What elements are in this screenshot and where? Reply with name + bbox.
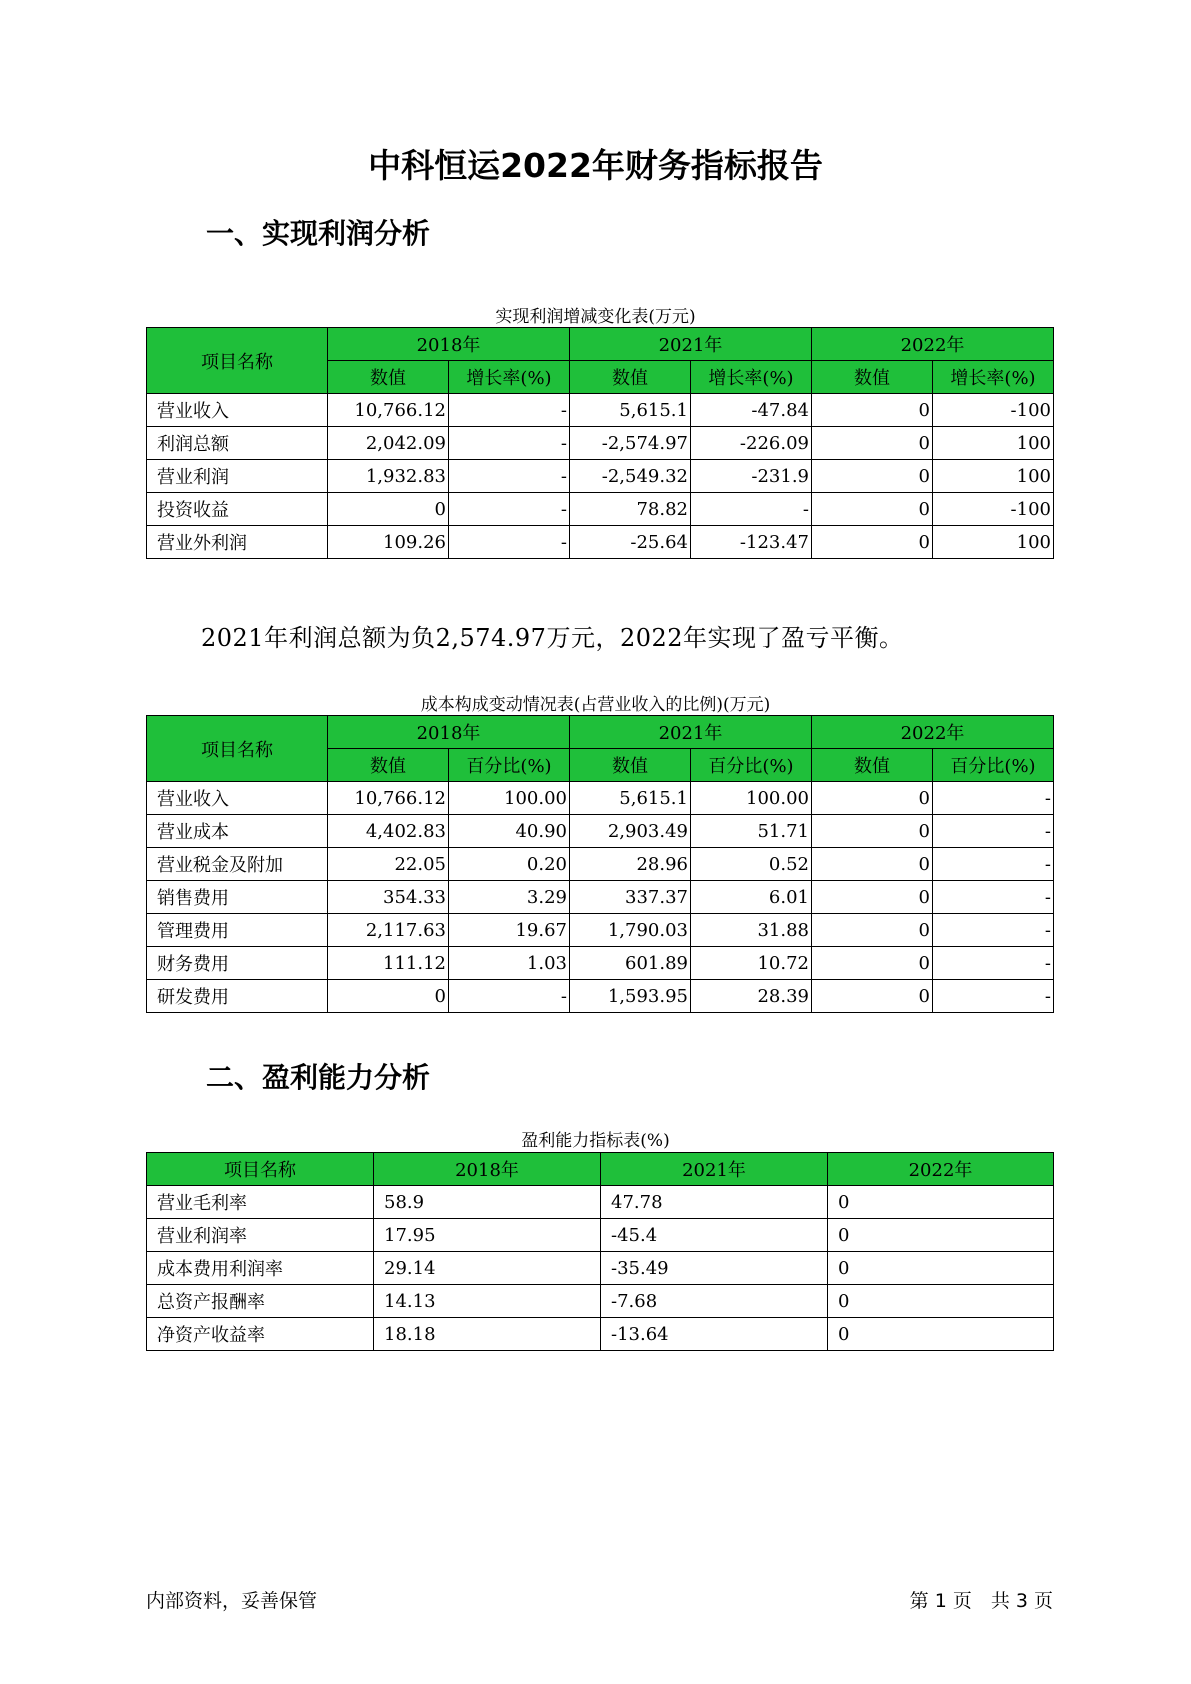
- table-cell: -25.64: [570, 526, 691, 559]
- table-row: [147, 460, 1054, 493]
- table-cell: -35.49: [601, 1252, 828, 1285]
- table-cell: 2,042.09: [328, 427, 449, 460]
- row-label: 销售费用: [147, 881, 328, 914]
- table-cell: 100: [933, 460, 1054, 493]
- table2-year-header: 2021年: [570, 716, 812, 749]
- table1-body: [147, 394, 1054, 559]
- table-cell: 111.12: [328, 947, 449, 980]
- table-cell: 47.78: [601, 1186, 828, 1219]
- table2-body: [147, 782, 1054, 1013]
- table-cell: 22.05: [328, 848, 449, 881]
- table3-header: 项目名称: [147, 1153, 374, 1186]
- table3-body: [147, 1186, 1054, 1351]
- table1-sub-header: 数值: [812, 361, 933, 394]
- table-cell: 0: [828, 1285, 1054, 1318]
- table-cell: 40.90: [449, 815, 570, 848]
- footer-page-number: 第 1 页 共 3 页: [909, 1590, 1053, 1612]
- table-cell: 0.52: [691, 848, 812, 881]
- table-cell: 18.18: [374, 1318, 601, 1351]
- table-cell: 19.67: [449, 914, 570, 947]
- table2-sub-header: 百分比(%): [691, 749, 812, 782]
- table-row: [147, 980, 1054, 1013]
- table-cell: 10.72: [691, 947, 812, 980]
- table-cell: 17.95: [374, 1219, 601, 1252]
- table2-sub-header: 数值: [570, 749, 691, 782]
- table-row: [147, 1285, 1054, 1318]
- table2-year-header: 2018年: [328, 716, 570, 749]
- table-cell: 78.82: [570, 493, 691, 526]
- table-cell: 2,903.49: [570, 815, 691, 848]
- table-cell: -: [449, 493, 570, 526]
- table-cell: -: [691, 493, 812, 526]
- table-cell: -: [933, 848, 1054, 881]
- table-cell: 14.13: [374, 1285, 601, 1318]
- table-row: [147, 526, 1054, 559]
- row-label: 营业外利润: [147, 526, 328, 559]
- table-cell: -: [449, 526, 570, 559]
- table-cell: 0.20: [449, 848, 570, 881]
- table-cell: 5,615.1: [570, 394, 691, 427]
- row-label: 研发费用: [147, 980, 328, 1013]
- table-cell: 0: [812, 881, 933, 914]
- table-cell: 100.00: [449, 782, 570, 815]
- table-cell: 0: [812, 914, 933, 947]
- table2-sub-header: 百分比(%): [449, 749, 570, 782]
- table1-sub-header: 增长率(%): [449, 361, 570, 394]
- table-cell: 337.37: [570, 881, 691, 914]
- footer-confidential: 内部资料，妥善保管: [146, 1590, 318, 1612]
- table-cell: 1,790.03: [570, 914, 691, 947]
- section-heading-profit: 一、实现利润分析: [206, 217, 431, 250]
- table-cell: 10,766.12: [328, 394, 449, 427]
- row-label: 管理费用: [147, 914, 328, 947]
- table-row: [147, 914, 1054, 947]
- table-cell: 354.33: [328, 881, 449, 914]
- table-row: [147, 1219, 1054, 1252]
- table-cell: 0: [812, 493, 933, 526]
- table1-year-header: 2021年: [570, 328, 812, 361]
- table-cell: 100: [933, 427, 1054, 460]
- table-cell: -226.09: [691, 427, 812, 460]
- table2-year-header: 2022年: [812, 716, 1054, 749]
- table-cell: -7.68: [601, 1285, 828, 1318]
- table-row: [147, 782, 1054, 815]
- cost-structure-table: [146, 715, 1054, 1013]
- table-cell: 0: [812, 980, 933, 1013]
- table-cell: 100.00: [691, 782, 812, 815]
- table1-sub-header: 增长率(%): [691, 361, 812, 394]
- table-cell: -: [933, 980, 1054, 1013]
- row-label: 总资产报酬率: [147, 1285, 374, 1318]
- table2-sub-header: 数值: [328, 749, 449, 782]
- table-cell: -: [449, 460, 570, 493]
- table-cell: 109.26: [328, 526, 449, 559]
- table-cell: 0: [812, 394, 933, 427]
- table2-sub-header: 数值: [812, 749, 933, 782]
- table-cell: 1,593.95: [570, 980, 691, 1013]
- table-row: [147, 1252, 1054, 1285]
- table-cell: -: [933, 881, 1054, 914]
- page-title: 中科恒运2022年财务指标报告: [368, 146, 823, 185]
- table-cell: -: [449, 427, 570, 460]
- row-label: 营业利润: [147, 460, 328, 493]
- profitability-table: [146, 1152, 1054, 1351]
- table-cell: 6.01: [691, 881, 812, 914]
- table1-sub-header: 数值: [328, 361, 449, 394]
- table-cell: 0: [812, 815, 933, 848]
- table-cell: 0: [828, 1318, 1054, 1351]
- table-cell: -100: [933, 394, 1054, 427]
- table2-name-header: 项目名称: [147, 716, 328, 782]
- table2-caption: 成本构成变动情况表(占营业收入的比例)(万元): [420, 695, 771, 715]
- table3-header: 2018年: [374, 1153, 601, 1186]
- table-cell: -47.84: [691, 394, 812, 427]
- table-cell: -100: [933, 493, 1054, 526]
- row-label: 财务费用: [147, 947, 328, 980]
- table1-name-header: 项目名称: [147, 328, 328, 394]
- row-label: 成本费用利润率: [147, 1252, 374, 1285]
- table-cell: -13.64: [601, 1318, 828, 1351]
- table-row: [147, 881, 1054, 914]
- row-label: 营业税金及附加: [147, 848, 328, 881]
- row-label: 营业毛利率: [147, 1186, 374, 1219]
- table-row: [147, 1186, 1054, 1219]
- table1-year-header: 2022年: [812, 328, 1054, 361]
- table3-header: 2022年: [828, 1153, 1054, 1186]
- table1-sub-header: 数值: [570, 361, 691, 394]
- table-cell: 601.89: [570, 947, 691, 980]
- table2-sub-header: 百分比(%): [933, 749, 1054, 782]
- table-cell: 28.39: [691, 980, 812, 1013]
- row-label: 投资收益: [147, 493, 328, 526]
- table-row: [147, 1318, 1054, 1351]
- table-cell: 0: [812, 460, 933, 493]
- table-cell: 51.71: [691, 815, 812, 848]
- table-cell: 0: [812, 848, 933, 881]
- table-row: [147, 815, 1054, 848]
- table-cell: 2,117.63: [328, 914, 449, 947]
- table-cell: 3.29: [449, 881, 570, 914]
- table-cell: 0: [828, 1186, 1054, 1219]
- profit-change-table: [146, 327, 1054, 559]
- table-cell: 1,932.83: [328, 460, 449, 493]
- table1-caption: 实现利润增减变化表(万元): [495, 307, 696, 327]
- table-row: [147, 947, 1054, 980]
- table-cell: -231.9: [691, 460, 812, 493]
- table-cell: 5,615.1: [570, 782, 691, 815]
- table-cell: -45.4: [601, 1219, 828, 1252]
- table-cell: 28.96: [570, 848, 691, 881]
- table-row: [147, 427, 1054, 460]
- table3-header: 2021年: [601, 1153, 828, 1186]
- table-cell: -: [933, 914, 1054, 947]
- section-heading-profitability: 二、盈利能力分析: [206, 1061, 431, 1094]
- table1-year-header: 2018年: [328, 328, 570, 361]
- table-cell: -: [449, 980, 570, 1013]
- table-cell: 0: [812, 526, 933, 559]
- table-cell: -: [933, 947, 1054, 980]
- table-cell: 10,766.12: [328, 782, 449, 815]
- table-cell: -2,574.97: [570, 427, 691, 460]
- table-cell: 100: [933, 526, 1054, 559]
- table-row: [147, 493, 1054, 526]
- table-cell: 31.88: [691, 914, 812, 947]
- table-cell: 58.9: [374, 1186, 601, 1219]
- table-row: [147, 394, 1054, 427]
- table1-sub-header: 增长率(%): [933, 361, 1054, 394]
- table-cell: -2,549.32: [570, 460, 691, 493]
- row-label: 营业收入: [147, 394, 328, 427]
- table-row: [147, 848, 1054, 881]
- row-label: 利润总额: [147, 427, 328, 460]
- table-cell: 0: [812, 782, 933, 815]
- table-cell: -: [933, 782, 1054, 815]
- row-label: 营业成本: [147, 815, 328, 848]
- table-cell: -: [933, 815, 1054, 848]
- row-label: 净资产收益率: [147, 1318, 374, 1351]
- table-cell: 0: [828, 1252, 1054, 1285]
- table-cell: 0: [812, 427, 933, 460]
- table-cell: 0: [328, 980, 449, 1013]
- table-cell: 29.14: [374, 1252, 601, 1285]
- table3-caption: 盈利能力指标表(%): [521, 1131, 670, 1151]
- table-cell: 0: [328, 493, 449, 526]
- table-cell: 4,402.83: [328, 815, 449, 848]
- table-cell: 0: [812, 947, 933, 980]
- table-cell: -: [449, 394, 570, 427]
- table-cell: -123.47: [691, 526, 812, 559]
- row-label: 营业利润率: [147, 1219, 374, 1252]
- row-label: 营业收入: [147, 782, 328, 815]
- table-cell: 0: [828, 1219, 1054, 1252]
- summary-paragraph: 2021年利润总额为负2,574.97万元，2022年实现了盈亏平衡。: [201, 624, 904, 652]
- table-cell: 1.03: [449, 947, 570, 980]
